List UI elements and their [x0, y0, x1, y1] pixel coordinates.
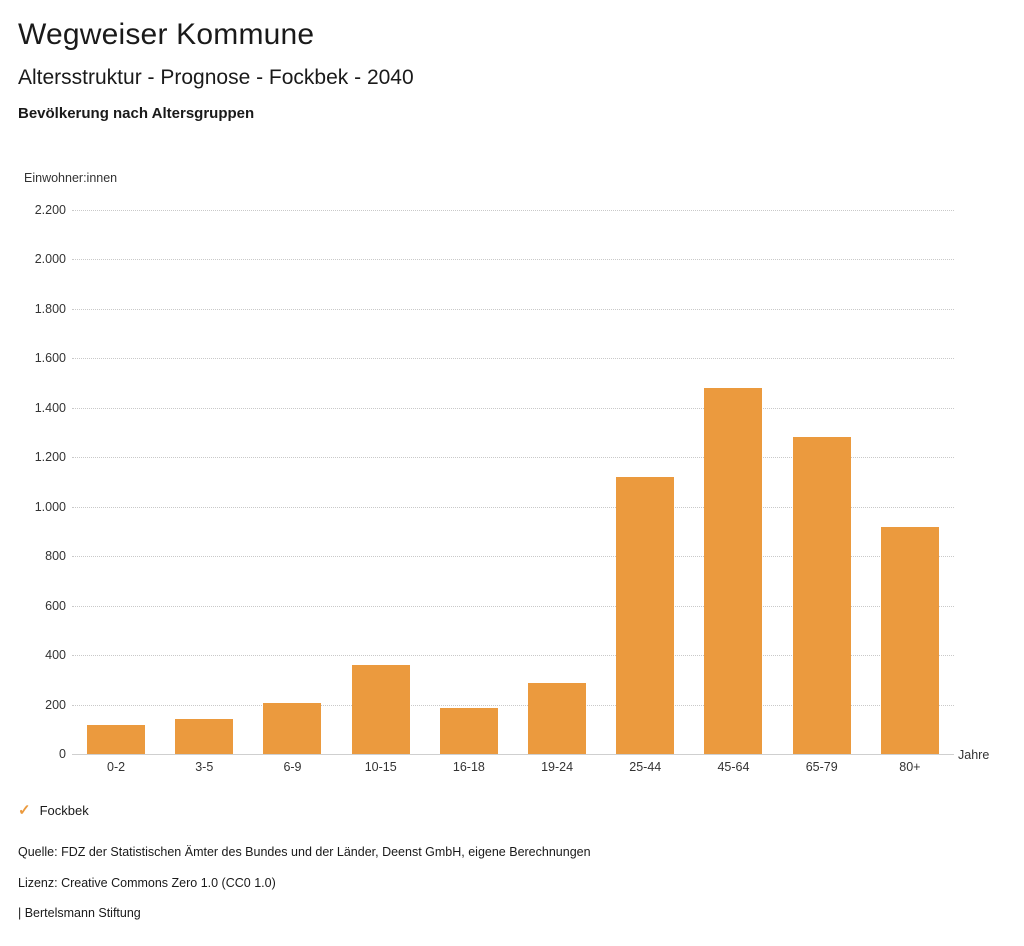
- x-axis-tick-label: 3-5: [195, 760, 214, 774]
- x-axis-tick-label: 19-24: [541, 760, 574, 774]
- y-axis-title: Einwohner:innen: [24, 171, 118, 185]
- bar[interactable]: [528, 683, 586, 754]
- bar[interactable]: [616, 477, 674, 754]
- y-axis-tick-label: 600: [45, 598, 66, 613]
- footer-license: Lizenz: Creative Commons Zero 1.0 (CC0 1.0): [18, 876, 276, 890]
- bar-slot: [778, 210, 866, 754]
- y-axis-tick-label: 1.800: [34, 301, 66, 316]
- x-axis-tick-label: 16-18: [452, 760, 485, 774]
- bar[interactable]: [263, 703, 321, 754]
- bar[interactable]: [881, 527, 939, 754]
- x-axis-tick-label: 10-15: [364, 760, 397, 774]
- bar[interactable]: [175, 719, 233, 754]
- bar-slot: [72, 210, 160, 754]
- x-axis-tick-label: 45-64: [717, 760, 750, 774]
- y-axis-tick-label: 1.000: [34, 499, 66, 514]
- y-axis-tick-label: 1.400: [34, 400, 66, 415]
- bar[interactable]: [793, 437, 851, 754]
- chart-bars: [72, 210, 954, 754]
- check-icon: ✓: [18, 802, 31, 819]
- bar-slot: [425, 210, 513, 754]
- footer-source: Quelle: FDZ der Statistischen Ämter des Bundes und der Länder, Deenst GmbH, eigene Berechnungen: [18, 845, 591, 859]
- bar-slot: [689, 210, 777, 754]
- page-title: Wegweiser Kommune: [18, 18, 315, 51]
- bar-slot: [866, 210, 954, 754]
- footer-publisher: | Bertelsmann Stiftung: [18, 906, 141, 920]
- chart-subtitle: Altersstruktur - Prognose - Fockbek - 2040: [18, 66, 414, 89]
- chart-legend[interactable]: [18, 803, 89, 818]
- y-axis-tick-label: 1.600: [34, 351, 66, 366]
- x-axis-title: Jahre: [958, 748, 990, 762]
- x-axis-tick-label: 6-9: [283, 760, 302, 774]
- y-axis-tick-label: 1.200: [34, 450, 66, 465]
- bar-slot: [248, 210, 336, 754]
- gridline: [72, 754, 954, 755]
- y-axis-tick-label: 0: [59, 747, 66, 761]
- bar-slot: [601, 210, 689, 754]
- x-axis-tick-label: 25-44: [629, 760, 662, 774]
- bar[interactable]: [704, 388, 762, 754]
- x-axis-tick-label: 65-79: [805, 760, 838, 774]
- x-axis-tick-label: 0-2: [107, 760, 126, 774]
- y-axis-tick-label: 400: [45, 648, 66, 663]
- x-axis-tick-label: 80+: [899, 760, 921, 774]
- bar[interactable]: [440, 708, 498, 754]
- y-axis-ticks: [0, 203, 66, 761]
- y-axis-tick-label: 800: [45, 549, 66, 564]
- y-axis-tick-label: 2.200: [34, 203, 66, 217]
- bar[interactable]: [87, 725, 145, 754]
- chart-section-title: Bevölkerung nach Altersgruppen: [18, 105, 255, 122]
- bar-slot: [160, 210, 248, 754]
- bar-slot: [337, 210, 425, 754]
- bar[interactable]: [352, 665, 410, 754]
- bar-slot: [513, 210, 601, 754]
- y-axis-tick-label: 200: [45, 697, 66, 712]
- legend-item-label: Fockbek: [39, 803, 89, 818]
- y-axis-tick-label: 2.000: [34, 252, 66, 267]
